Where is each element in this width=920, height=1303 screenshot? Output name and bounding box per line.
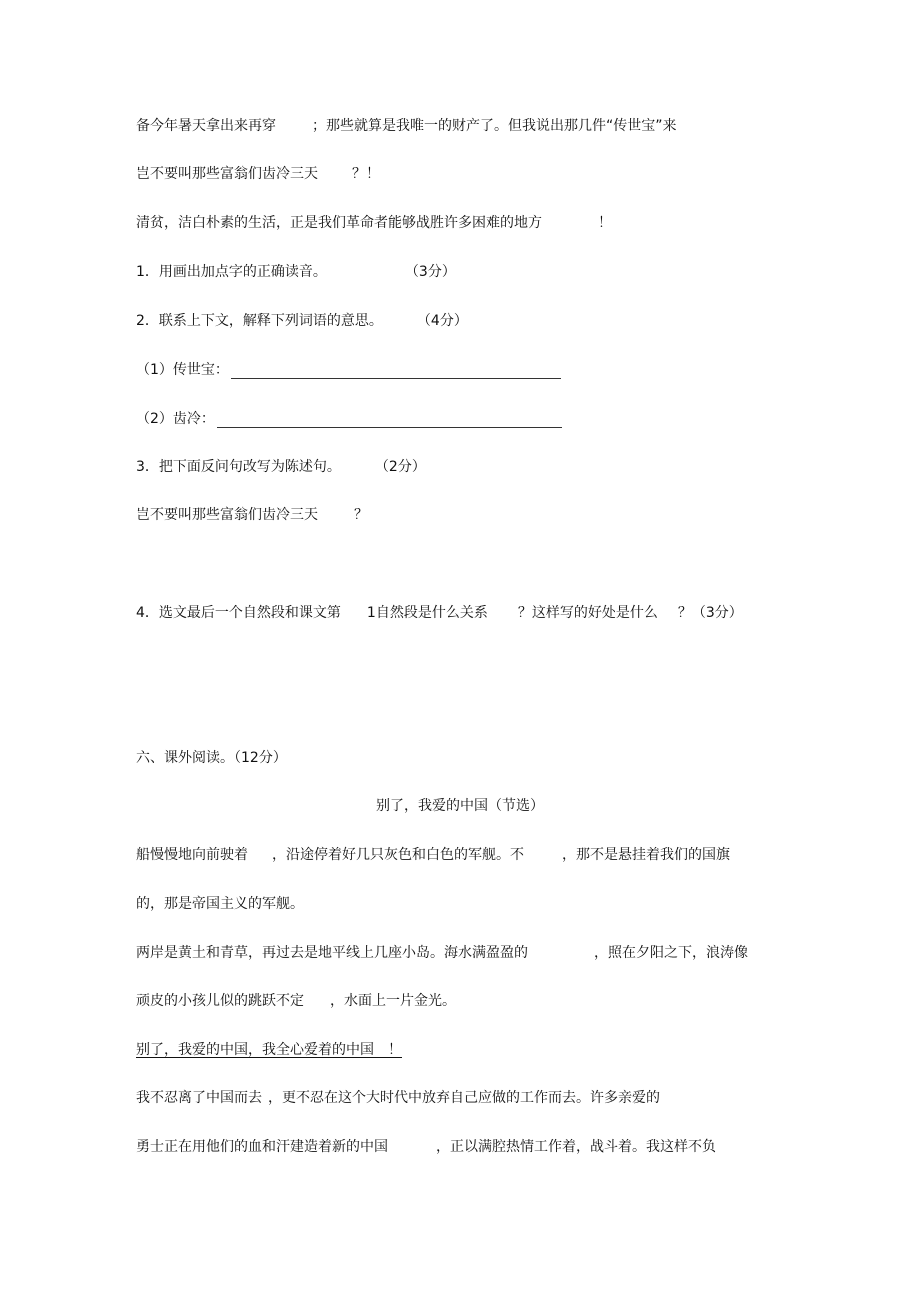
item-label: （2）齿冷： [136,411,215,427]
reading-p1-line1 [136,846,730,864]
text: ，水面上一片金光。 [330,993,456,1009]
score: （4分） [416,313,468,329]
text: 岂不要叫那些富翁们齿冷三天 [136,507,318,523]
question-text: 1．用画出加点字的正确读音。 [136,264,327,280]
text: 两岸是黄土和青草，再过去是地平线上几座小岛。海水满盈盈的 [136,945,528,961]
text: 我不忍离了中国而去 [136,1090,262,1106]
text: ，更不忍在这个大时代中放弃自己应做的工作而去。许多亲爱的 [268,1090,660,1106]
reading-p3: 别了，我爱的中国，我全心爱着的中国 ！ [136,1042,402,1058]
reading-p4-line1 [136,1089,660,1107]
text: 备今年暑天拿出来再穿 [136,118,276,134]
question-2 [136,312,468,330]
text: ？这样写的好处是什么 [517,605,658,621]
text: 勇士正在用他们的血和汗建造着新的中国 [136,1139,388,1155]
text: ，正以满腔热情工作着，战斗着。我这样不负 [436,1139,716,1155]
question-2-item-1 [136,361,561,379]
text: ？！ [352,166,380,182]
text: ，那不是悬挂着我们的国旗 [562,847,730,863]
passage-line-3 [136,214,612,232]
question-4 [136,604,743,622]
question-3 [136,458,426,476]
question-1 [136,263,456,281]
reading-p2-line1 [136,944,748,962]
answer-blank[interactable] [217,413,562,428]
text: ；那些就算是我唯一的财产了。但我说出那几件“传世宝”来 [312,118,677,134]
text: 顽皮的小孩儿似的跳跃不定 [136,993,304,1009]
text: 4．选文最后一个自然段和课文第 [136,605,341,621]
text: ？ [354,507,368,523]
section-heading: 六、课外阅读。（12分） [136,750,287,766]
score: （3分） [404,264,456,280]
item-label: （1）传世宝： [136,362,229,378]
passage-line-2 [136,165,380,183]
reading-title: 别了，我爱的中国（节选） [376,798,544,814]
score: （2分） [374,459,426,475]
text: ！ [598,215,612,231]
answer-blank[interactable] [231,364,561,379]
question-text: 2．联系上下文，解释下列词语的意思。 [136,313,383,329]
text: 岂不要叫那些富翁们齿冷三天 [136,166,318,182]
passage-line-1 [136,117,677,135]
reading-p2-line2 [136,992,456,1010]
question-2-item-2 [136,410,562,428]
text: ？（3分） [677,605,743,621]
text: ，沿途停着好几只灰色和白色的军舰。不 [272,847,524,863]
text: 1自然段是什么关系 [366,605,488,621]
question-text: 3．把下面反问句改写为陈述句。 [136,459,341,475]
text: 清贫，洁白朴素的生活，正是我们革命者能够战胜许多困难的地方 [136,215,542,231]
text: ，照在夕阳之下，浪涛像 [594,945,748,961]
reading-p4-line2 [136,1138,716,1156]
question-3-sentence [136,506,368,524]
reading-p1-line2: 的，那是帝国主义的军舰。 [136,896,304,912]
text: 船慢慢地向前驶着 [136,847,248,863]
